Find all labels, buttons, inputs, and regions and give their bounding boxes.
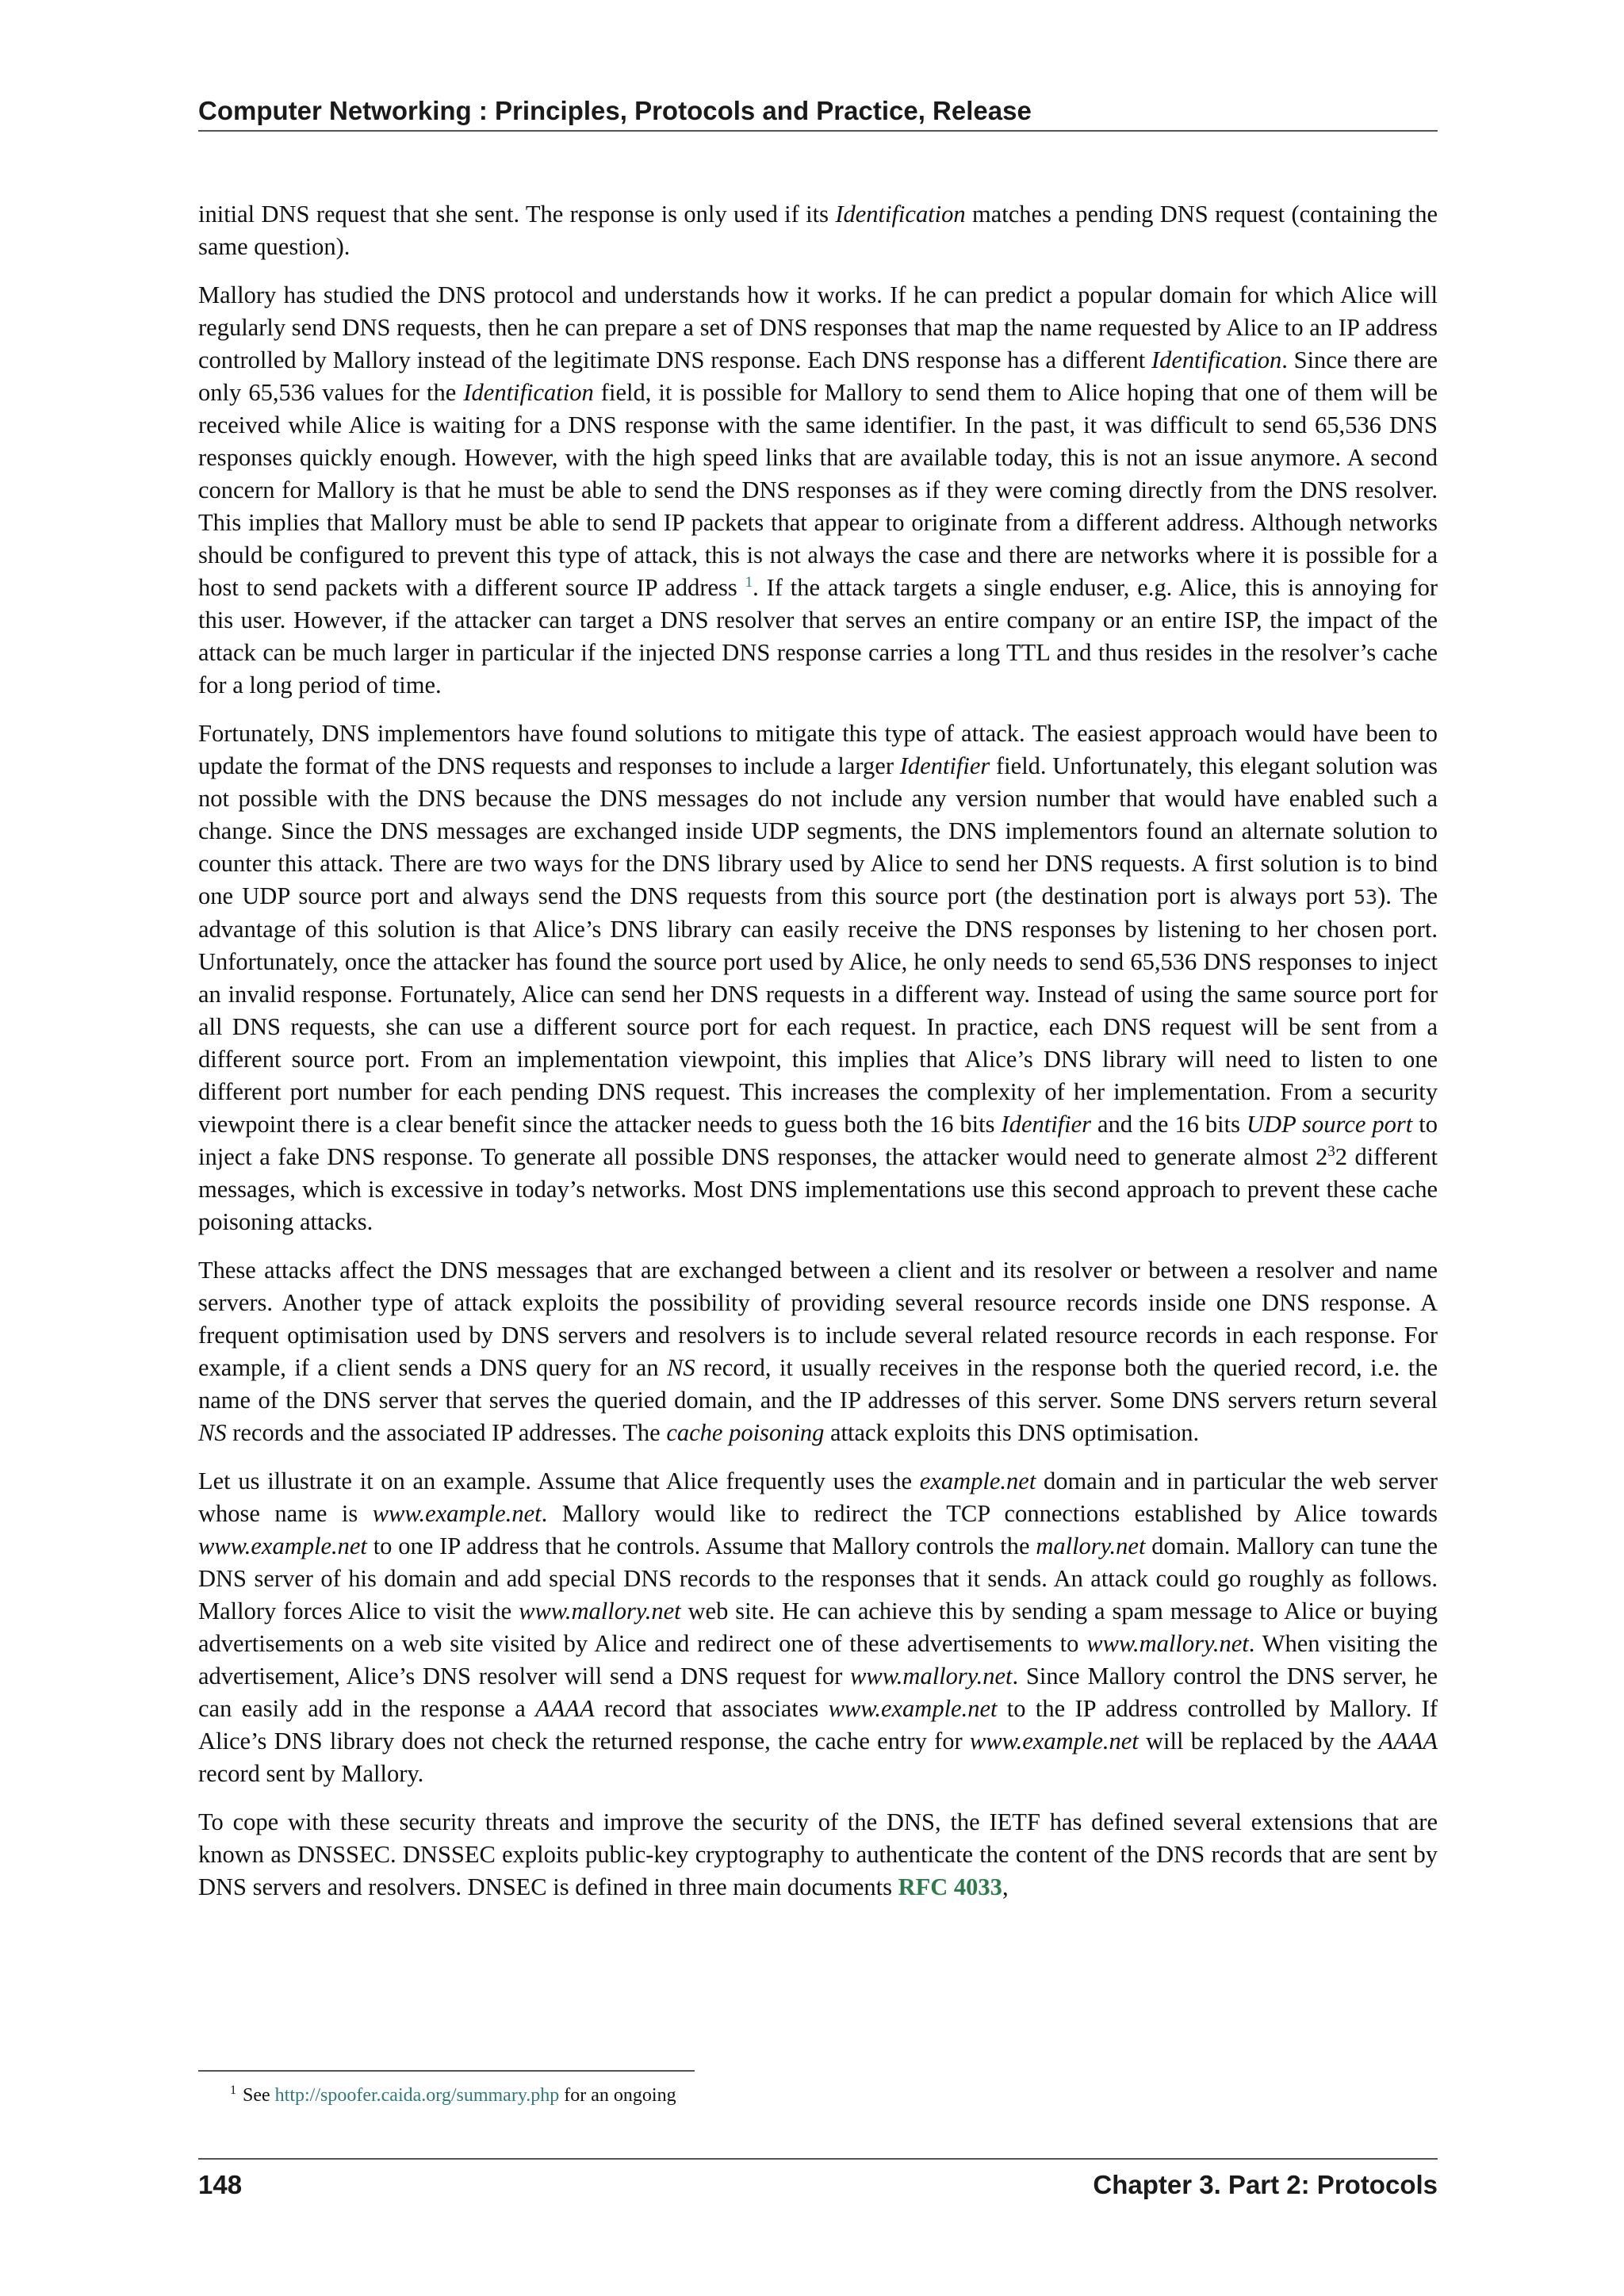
emphasis: Identification xyxy=(1151,346,1282,373)
text-run: record, it usually receives in the response both the queried record, i.e. the name of the DNS server that serves the queried domain, and the IP addresses of this server. Some DNS servers return several xyxy=(198,1354,1438,1414)
chapter-title: Chapter 3. Part 2: Protocols xyxy=(1093,2170,1438,2199)
paragraph-1 xyxy=(198,198,1438,263)
paragraph-5 xyxy=(198,1465,1438,1790)
text-run: record sent by Mallory. xyxy=(198,1760,424,1787)
emphasis: UDP source port xyxy=(1247,1111,1413,1138)
main-text xyxy=(198,198,1438,1919)
text-run: To cope with these security threats and improve the security of the DNS, the IETF has defined several extensions that are known as DNSSEC. DNSSEC exploits public-key cryptography to authenticate the content of the DNS records that are sent by DNS servers and resolvers. DNSEC is defined in three main documents xyxy=(198,1808,1438,1900)
text-run: to inject a fake DNS response. To generate all possible DNS responses, the attacker would need to generate almost 2 xyxy=(198,1111,1438,1170)
text-run: record that associates xyxy=(594,1695,829,1722)
text-run: field, it is possible for Mallory to send them to Alice hoping that one of them will be received while Alice is waiting for a DNS response with the same identifier. In the past, it was difficult to send 65,536 DNS responses quickly enough. However, with the high speed links that are available today, this is not an issue anymore. A second concern for Mallory is that he must be able to send the DNS responses as if they were coming directly from the DNS resolver. This implies that Mallory must be able to send IP packets that appear to originate from a different address. Although networks should be configured to prevent this type of attack, this is not always the case and there are networks where it is possible for a host to send packets with a different source IP address xyxy=(198,379,1438,601)
footnote-number: 1 xyxy=(230,2084,236,2097)
paragraph-3 xyxy=(198,718,1438,1238)
text-run: . Since there are only 65,536 values for the xyxy=(198,346,1438,406)
emphasis: www.mallory.net xyxy=(519,1598,681,1624)
emphasis: Identifier xyxy=(899,752,990,779)
text-run: ). The advantage of this solution is that Alice’s DNS library can easily receive the DNS responses by listening to her chosen port. Unfortunately, once the attacker has found the source port used by Alice, he only needs to send 65,536 DNS responses to inject an invalid response. Fortunately, Alice can send her DNS requests in a different way. Instead of using the same source port for all DNS requests, she can use a different source port for each request. In practice, each DNS request will be sent from a different source port. From an implementation viewpoint, this implies that Alice’s DNS library will need to listen to one different port number for each pending DNS request. This increases the complexity of her implementation. From a security viewpoint there is a clear benefit since the attacker needs to guess both the 16 bits xyxy=(198,882,1438,1138)
text-run: . Since Mallory control the DNS server, he can easily add in the response a xyxy=(198,1663,1438,1722)
text-run: Fortunately, DNS implementors have found solutions to mitigate this type of attack. The easiest approach would have been to update the format of the DNS requests and responses to include a larger xyxy=(198,720,1438,779)
emphasis: cache poisoning xyxy=(666,1419,825,1446)
emphasis: mallory.net xyxy=(1036,1533,1146,1559)
header-divider xyxy=(198,130,1438,132)
paragraph-4 xyxy=(198,1254,1438,1449)
paragraph-2 xyxy=(198,279,1438,702)
footnote-1 xyxy=(230,2077,1340,2109)
page-number: 148 xyxy=(198,2170,243,2199)
text-run: and the 16 bits xyxy=(1091,1111,1247,1138)
text-run: will be replaced by the xyxy=(1138,1728,1379,1755)
emphasis: Identification xyxy=(835,201,966,228)
footnote-text: for an ongoing xyxy=(559,2085,676,2106)
emphasis: Identifier xyxy=(1001,1111,1092,1138)
footnote-divider xyxy=(198,2070,695,2072)
text-run: domain and in particular the web server whose name is xyxy=(198,1468,1438,1527)
running-header: Computer Networking : Principles, Protocols and Practice, Release xyxy=(198,96,1032,125)
emphasis: www.mallory.net xyxy=(850,1663,1013,1689)
text-run: to one IP address that he controls. Assume that Mallory controls the xyxy=(366,1533,1036,1559)
text-run: records and the associated IP addresses. The xyxy=(226,1419,667,1446)
emphasis: example.net xyxy=(919,1468,1036,1494)
emphasis: www.example.net xyxy=(372,1500,542,1527)
text-run: web site. He can achieve this by sending a spam message to Alice or buying advertisements on a web site visited by Alice and redirect one of these advertisements to xyxy=(198,1598,1438,1657)
emphasis: AAAA xyxy=(1378,1728,1438,1755)
emphasis: www.example.net xyxy=(969,1728,1139,1755)
superscript: 3 xyxy=(1327,1142,1335,1160)
text-run: . Mallory would like to redirect the TCP connections established by Alice towards xyxy=(541,1500,1438,1527)
text-run: initial DNS request that she sent. The response is only used if its xyxy=(198,201,836,228)
emphasis: NS xyxy=(198,1419,227,1446)
emphasis: NS xyxy=(667,1354,695,1381)
footnote-text: See xyxy=(243,2085,275,2106)
footer-divider xyxy=(198,2158,1438,2160)
footnote-link[interactable]: http://spoofer.caida.org/summary.php xyxy=(274,2085,560,2106)
text-run: Mallory has studied the DNS protocol and understands how it works. If he can predict a popular domain for which Alice will regularly send DNS requests, then he can prepare a set of DNS responses that map the name requested by Alice to an IP address controlled by Mallory instead of the legitimate DNS response. Each DNS response has a different xyxy=(198,281,1438,373)
text-run: field. Unfortunately, this elegant solution was not possible with the DNS because the DNS messages do not include any version number that would have enabled such a change. Since the DNS messages are exchanged inside UDP segments, the DNS implementors found an alternate solution to counter this attack. There are two ways for the DNS library used by Alice to send her DNS requests. A first solution is to bind one UDP source port and always send the DNS requests from this source port (the destination port is always port xyxy=(198,752,1438,909)
text-run: to the IP address controlled by Mallory. If Alice’s DNS library does not check the returned response, the cache entry for xyxy=(198,1695,1438,1755)
text-run: These attacks affect the DNS messages that are exchanged between a client and its resolver or between a resolver and name servers. Another type of attack exploits the possibility of providing several resource records inside one DNS response. A frequent optimisation used by DNS servers and resolvers is to include several related resource records in each response. For example, if a client sends a DNS query for an xyxy=(198,1257,1438,1381)
text-run: Let us illustrate it on an example. Assume that Alice frequently uses the xyxy=(198,1468,920,1494)
emphasis: www.example.net xyxy=(198,1533,367,1559)
page-footer xyxy=(198,2166,1438,2204)
text-run: domain. Mallory can tune the DNS server of his domain and add special DNS records to the responses that it sends. An attack could go roughly as follows. Mallory forces Alice to visit the xyxy=(198,1533,1438,1624)
text-run: 2 different messages, which is excessive in today’s networks. Most DNS implementations use this second approach to prevent these cache poisoning attacks. xyxy=(198,1143,1438,1235)
text-run: . When visiting the advertisement, Alice’s DNS resolver will send a DNS request for xyxy=(198,1630,1438,1689)
text-run: . If the attack targets a single enduser, e.g. Alice, this is annoying for this user. However, if the attacker can target a DNS resolver that serves an entire company or an entire ISP, the impact of the attack can be much larger in particular if the injected DNS response carries a long TTL and thus resides in the resolver’s cache for a long period of time. xyxy=(198,574,1438,698)
paragraph-6 xyxy=(198,1806,1438,1904)
emphasis: Identification xyxy=(463,379,594,406)
inline-code: 53 xyxy=(1354,886,1378,909)
emphasis: www.mallory.net xyxy=(1086,1630,1249,1657)
footnote-ref-1[interactable] xyxy=(745,574,753,591)
text-run: , xyxy=(1002,1873,1009,1900)
emphasis: www.example.net xyxy=(828,1695,998,1722)
text-run: matches a pending DNS request (containing the same question). xyxy=(198,201,1438,260)
text-run: attack exploits this DNS optimisation. xyxy=(824,1419,1200,1446)
rfc-4033-link[interactable]: RFC 4033 xyxy=(898,1873,1002,1900)
emphasis: AAAA xyxy=(535,1695,595,1722)
footnote-ref-number: 1 xyxy=(745,573,753,591)
